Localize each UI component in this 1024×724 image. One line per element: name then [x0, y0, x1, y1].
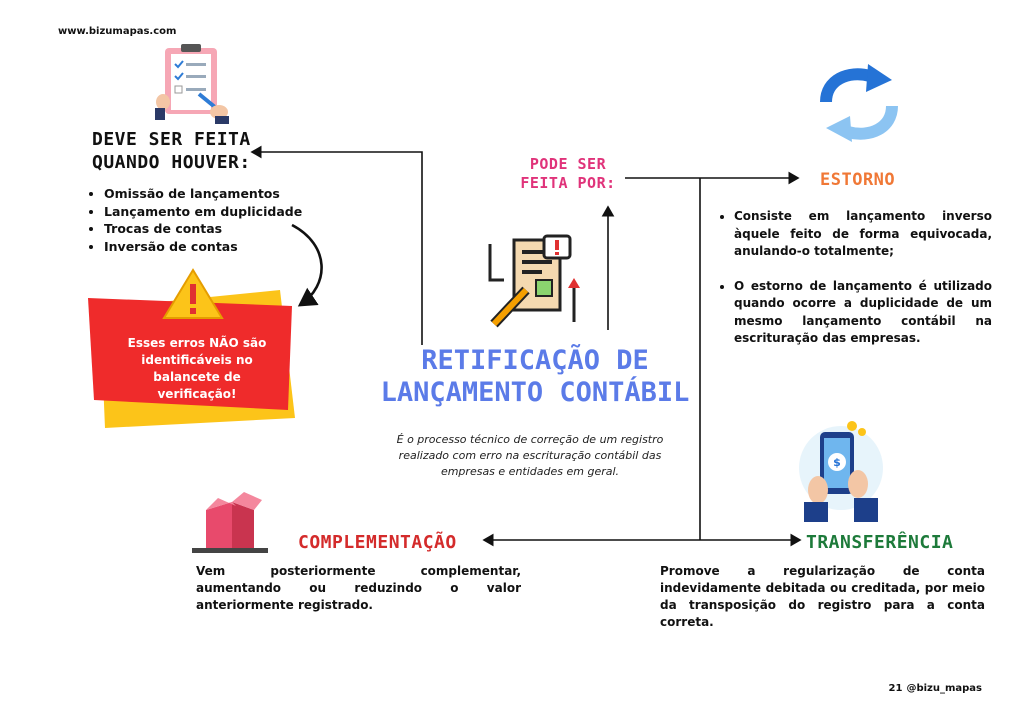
can-title	[518, 155, 618, 193]
page-number: 21	[888, 683, 903, 694]
list-item: • Inversão de contas	[104, 238, 302, 256]
main-description: É o processo técnico de correção de um registro realizado com erro na escrituração contábil das empresas e entidades em geral.	[396, 433, 664, 478]
complementacao-title: COMPLEMENTAÇÃO	[298, 532, 457, 553]
document-edit-icon	[484, 232, 584, 332]
site-url: www.bizumapas.com	[58, 26, 177, 37]
warning-triangle-icon	[162, 268, 224, 320]
should-title-line2: QUANDO HOUVER:	[92, 152, 251, 173]
transferencia-title: TRANSFERÊNCIA	[806, 532, 954, 553]
can-title-line2: FEITA POR:	[520, 174, 616, 192]
estorno-title: ESTORNO	[820, 170, 896, 190]
main-title	[380, 345, 690, 409]
footer-handle: @bizu_mapas	[906, 683, 982, 694]
estorno-list	[722, 208, 992, 365]
warning-text: Esses erros NÃO são identificáveis no balancete de verificação!	[127, 336, 267, 401]
phone-payment-icon	[796, 418, 886, 522]
should-title-line1: DEVE SER FEITA	[92, 129, 251, 150]
box-icon	[192, 492, 268, 556]
list-item: • O estorno de lançamento é utilizado quando ocorre a duplicidade de um mesmo lançamento contábil na escrituração das empresas.	[734, 278, 992, 348]
should-title	[92, 128, 251, 174]
transferencia-description: Promove a regularização de conta indevidamente debitada ou creditada, por meio da transposição do registro para a conta correta.	[660, 564, 985, 629]
list-item: • Consiste em lançamento inverso àquele feito de forma equivocada, anulando-o totalmente;	[734, 208, 992, 261]
list-item: • Omissão de lançamentos	[104, 185, 302, 203]
svg-text:$: $	[833, 456, 841, 469]
main-title-line2: LANÇAMENTO CONTÁBIL	[380, 377, 690, 408]
list-item: • Trocas de contas	[104, 220, 302, 238]
should-list	[90, 185, 302, 255]
list-item: • Lançamento em duplicidade	[104, 203, 302, 221]
sync-arrows-icon	[818, 62, 900, 144]
footer	[889, 683, 982, 694]
complementacao-description: Vem posteriormente complementar, aumentando ou reduzindo o valor anteriormente registrado.	[196, 564, 521, 612]
can-title-line1: PODE SER	[529, 155, 607, 173]
clipboard-checklist-icon	[155, 42, 235, 124]
main-title-line1: RETIFICAÇÃO DE	[421, 345, 649, 376]
